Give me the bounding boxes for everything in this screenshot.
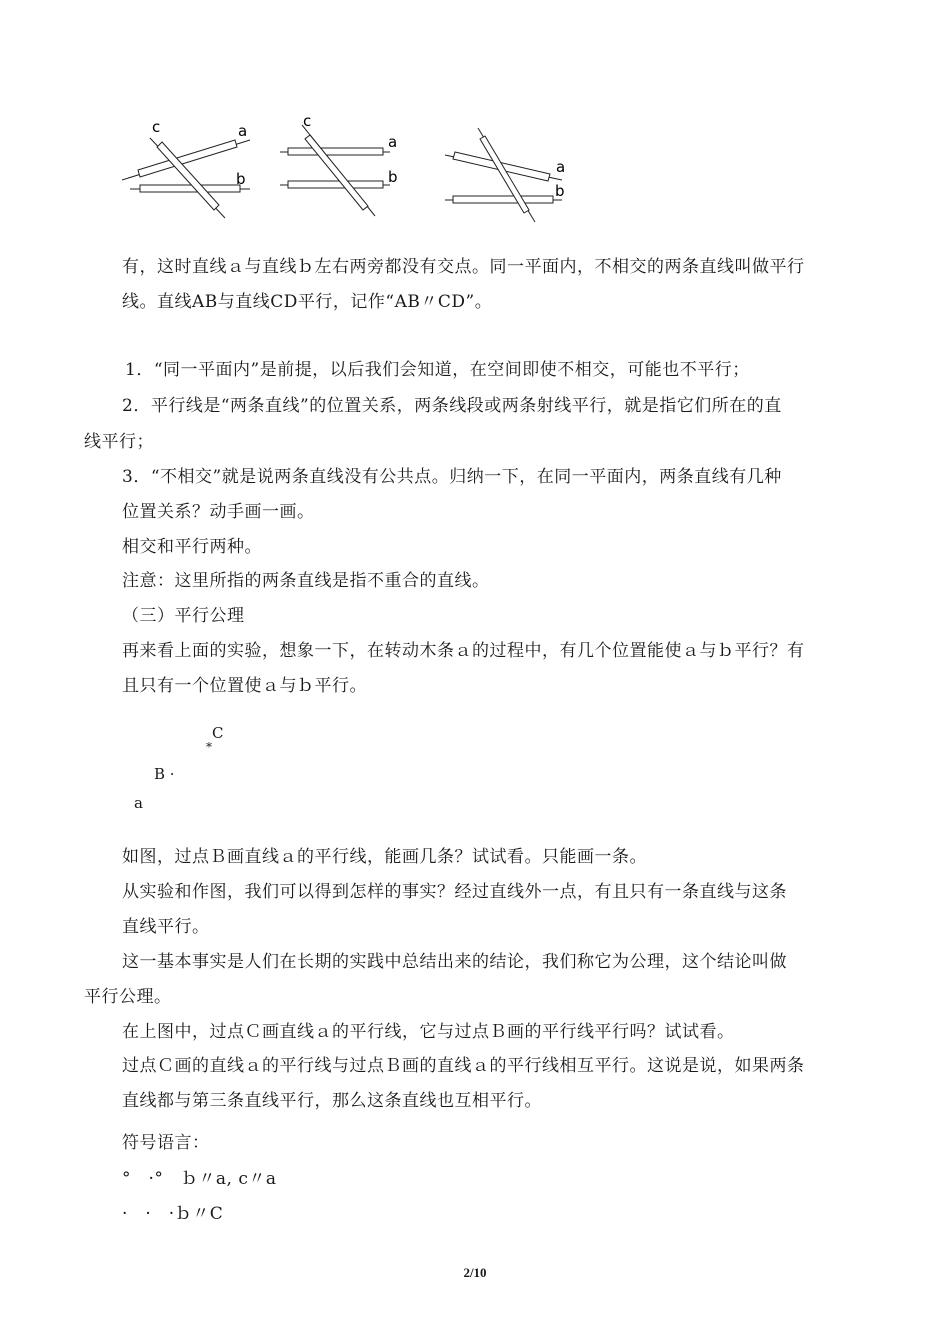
line-a-label: a — [134, 794, 143, 812]
text-line: 平行公理。 — [84, 987, 172, 1007]
page-number: 2/10 — [463, 1265, 487, 1280]
text-line: 1．“同一平面内”是前提，以后我们会知道，在空间即使不相交，可能也不平行； — [125, 360, 750, 380]
point-b-label: B · — [154, 765, 175, 783]
text-line: 相交和平行两种。 — [122, 537, 262, 557]
text-line: 再来看上面的实验，想象一下，在转动木条ａ的过程中，有几个位置能使ａ与ｂ平行？有 — [122, 641, 805, 661]
section-heading: （三）平行公理 — [122, 606, 245, 626]
symbol-line: · · ·ｂ〃C — [122, 1204, 224, 1224]
figure-label: a — [238, 122, 248, 140]
parallel-lines-figure — [110, 110, 590, 230]
figure-panel-3 — [445, 128, 562, 222]
text-line: 这一基本事实是人们在长期的实践中总结出来的结论，我们称它为公理，这个结论叫做 — [122, 952, 787, 972]
figure-panel-1 — [122, 138, 250, 218]
figure-label: b — [236, 170, 246, 188]
text-line: 如图，过点Ｂ画直线ａ的平行线，能画几条？试试看。只能画一条。 — [122, 847, 647, 867]
text-line: 线。直线AB与直线CD平行，记作“AB〃CD”。 — [122, 292, 493, 312]
figure-label: a — [388, 133, 398, 151]
text-line: 位置关系？动手画一画。 — [122, 502, 315, 522]
figure-panel-2 — [280, 125, 390, 216]
text-line: 直线平行。 — [122, 917, 210, 937]
symbol-line: ° ·° ｂ〃a, c〃a — [122, 1169, 277, 1189]
text-line: 符号语言： — [122, 1133, 210, 1153]
point-c-mark: * — [206, 740, 212, 754]
text-line: 过点Ｃ画的直线ａ的平行线与过点Ｂ画的直线ａ的平行线相互平行。这说是说，如果两条 — [122, 1056, 805, 1076]
point-c-label: C — [212, 724, 224, 742]
text-line: 从实验和作图，我们可以得到怎样的事实？经过直线外一点，有且只有一条直线与这条 — [122, 882, 787, 902]
text-line: 有，这时直线ａ与直线ｂ左右两旁都没有交点。同一平面内，不相交的两条直线叫做平行 — [122, 257, 805, 277]
text-line: 注意：这里所指的两条直线是指不重合的直线。 — [122, 571, 490, 591]
text-line: 且只有一个位置使ａ与ｂ平行。 — [122, 676, 367, 696]
text-line: 3．“不相交”就是说两条直线没有公共点。归纳一下，在同一平面内，两条直线有几种 — [122, 467, 782, 487]
figure-label: c — [303, 112, 312, 130]
figure-label: b — [388, 168, 398, 186]
text-line: 在上图中，过点Ｃ画直线ａ的平行线，它与过点Ｂ画的平行线平行吗？试试看。 — [122, 1022, 735, 1042]
figure-label: b — [555, 182, 565, 200]
text-line: 线平行； — [84, 432, 154, 452]
figure-label: a — [556, 158, 566, 176]
text-line: 2．平行线是“两条直线”的位置关系，两条线段或两条射线平行，就是指它们所在的直 — [122, 396, 782, 416]
figure-label: c — [152, 118, 161, 136]
text-line: 直线都与第三条直线平行，那么这条直线也互相平行。 — [122, 1091, 542, 1111]
